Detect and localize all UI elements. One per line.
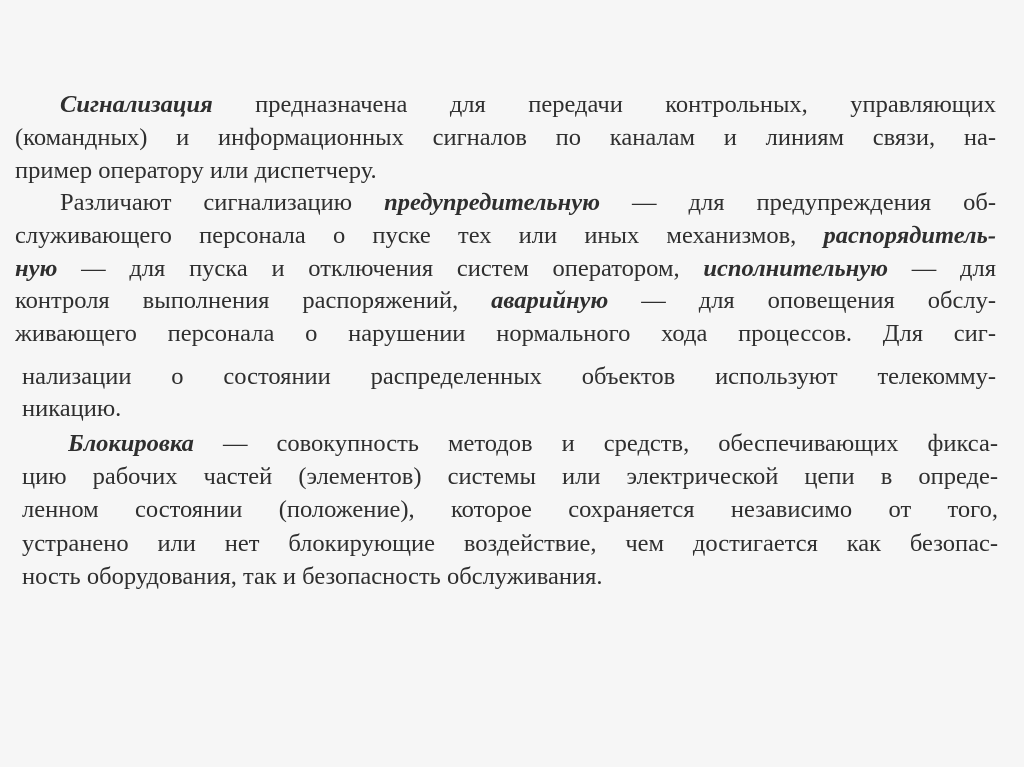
line-text: (командных) и информационных сигналов по каналам и линиям связи, на- bbox=[15, 124, 996, 151]
term-blocking: Блокировка bbox=[68, 430, 194, 457]
line-text: — для пуска и отключения систем оператором, bbox=[57, 255, 704, 282]
text-line bbox=[15, 156, 377, 186]
text-line bbox=[22, 529, 998, 559]
line-text: цию рабочих частей (элементов) системы или электрической цепи в опреде- bbox=[22, 463, 998, 490]
text-line bbox=[15, 221, 996, 251]
text-line bbox=[22, 562, 603, 592]
line-text: — для оповещения обслу- bbox=[608, 287, 996, 314]
text-line bbox=[60, 188, 996, 218]
text-line bbox=[22, 462, 998, 492]
line-text: — для предупреждения об- bbox=[599, 189, 996, 216]
line-text: предназначена для передачи контрольных, управляющих bbox=[212, 91, 996, 118]
term-executive: исполнительную bbox=[703, 255, 889, 282]
text-line bbox=[15, 286, 996, 316]
line-text: контроля выполнения распоряжений, bbox=[15, 287, 492, 314]
text-line bbox=[22, 394, 121, 424]
text-line bbox=[15, 123, 996, 153]
line-text: пример оператору или диспетчеру. bbox=[15, 157, 377, 184]
line-text: — для bbox=[888, 255, 996, 282]
line-text: Различают сигнализацию bbox=[60, 189, 385, 216]
line-text: ность оборудования, так и безопасность обслуживания. bbox=[22, 563, 603, 590]
term-warning: предупредительную bbox=[384, 189, 600, 216]
line-text: ленном состоянии (положение), которое сохраняется независимо от того, bbox=[22, 496, 998, 523]
line-text: живающего персонала о нарушении нормального хода процессов. Для сиг- bbox=[15, 320, 996, 347]
line-text: — совокупность методов и средств, обеспечивающих фикса- bbox=[193, 430, 998, 457]
line-text: нализации о состоянии распределенных объектов используют телекомму- bbox=[22, 363, 996, 390]
line-text: никацию. bbox=[22, 395, 122, 422]
term-directive: распорядитель- bbox=[823, 222, 996, 249]
line-text: устранено или нет блокирующие воздействие, чем достигается как безопас- bbox=[22, 530, 998, 557]
term-emergency: аварийную bbox=[491, 287, 609, 314]
text-line bbox=[68, 429, 998, 459]
term-directive-end: ную bbox=[15, 255, 58, 282]
text-line bbox=[22, 495, 998, 525]
line-text: служивающего персонала о пуске тех или иных механизмов, bbox=[15, 222, 824, 249]
text-line bbox=[60, 90, 996, 120]
text-line bbox=[15, 254, 996, 284]
text-line bbox=[22, 362, 996, 392]
term-signalization: Сигнализация bbox=[60, 91, 213, 118]
text-line bbox=[15, 319, 996, 349]
